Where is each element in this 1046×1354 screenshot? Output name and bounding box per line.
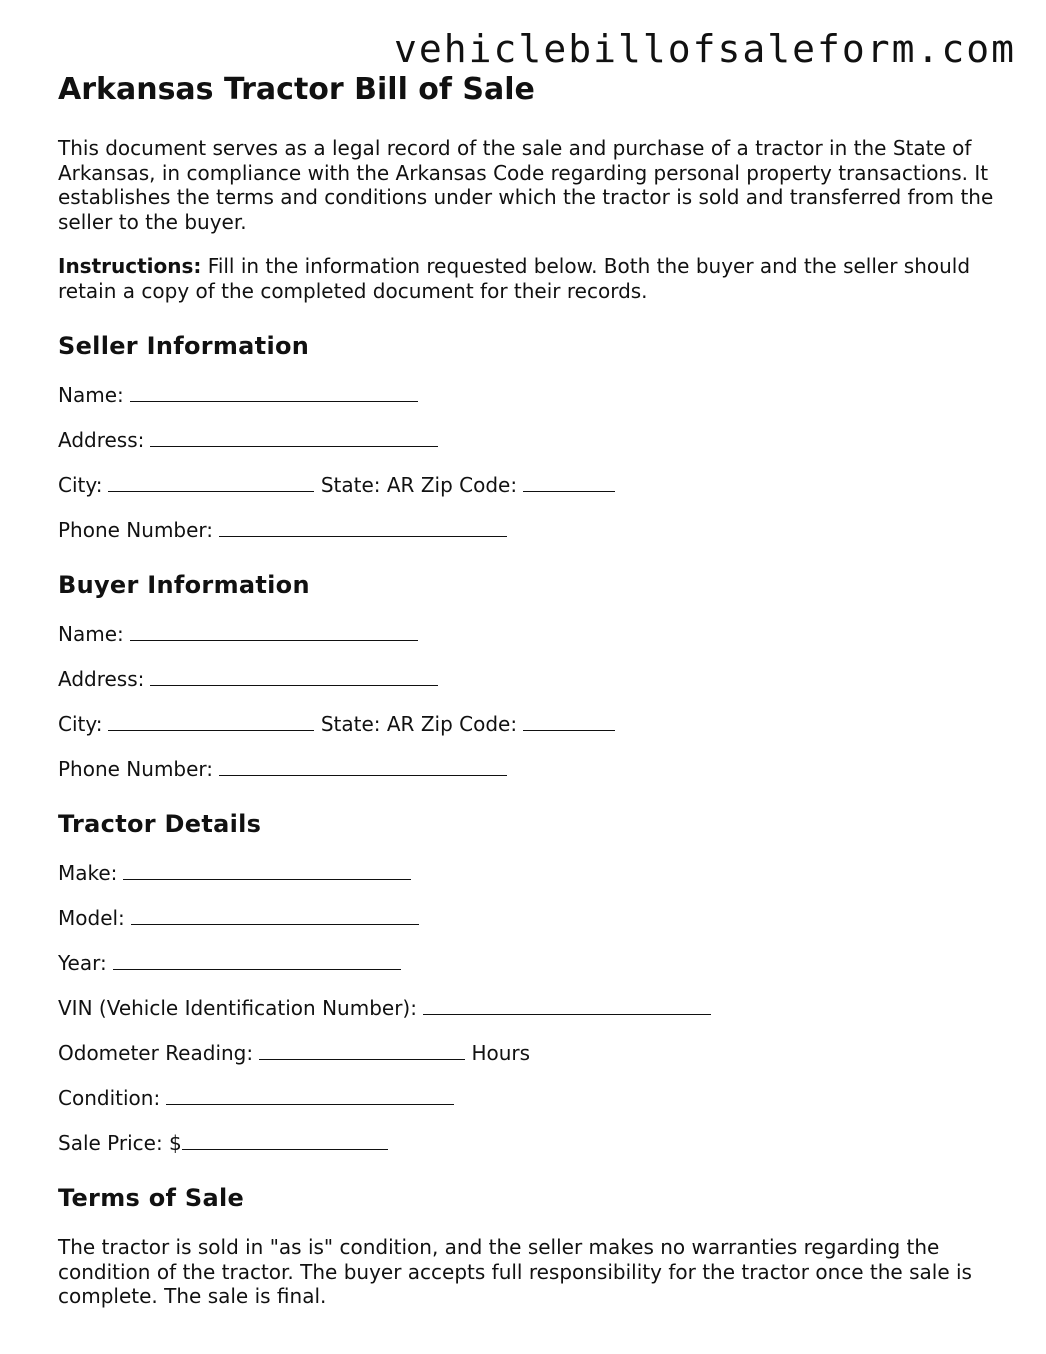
buyer-heading: Buyer Information: [58, 571, 310, 599]
buyer-zip-blank[interactable]: [523, 712, 615, 731]
watermark: vehiclebillofsaleform.com: [394, 27, 1016, 71]
seller-zip-label: Zip Code:: [420, 473, 518, 497]
terms-paragraph: The tractor is sold in "as is" condition, and the seller makes no warranties regarding the condition of the tractor. The buyer accepts full responsibility for the tractor once the sale is complete. The sale is final.: [58, 1235, 972, 1308]
tractor-price-blank[interactable]: [182, 1131, 388, 1150]
seller-phone-label: Phone Number:: [58, 518, 214, 542]
tractor-condition-field: [58, 1086, 998, 1110]
seller-address-field: [58, 428, 998, 452]
instructions-text: Fill in the information requested below. Both the buyer and the seller should retain a copy of the completed document for their records.: [58, 254, 971, 303]
tractor-model-label: Model:: [58, 906, 125, 930]
tractor-odometer-field: [58, 1041, 998, 1065]
buyer-address-blank[interactable]: [150, 667, 438, 686]
document-title: Arkansas Tractor Bill of Sale: [58, 72, 535, 107]
buyer-state-label: State: AR: [320, 712, 415, 736]
buyer-city-label: City:: [58, 712, 103, 736]
buyer-city-field: [58, 712, 998, 736]
seller-city-label: City:: [58, 473, 103, 497]
tractor-vin-field: [58, 996, 998, 1020]
intro-paragraph: This document serves as a legal record of the sale and purchase of a tractor in the State of Arkansas, in compliance with the Arkansas Code regarding personal property transactions. It establishes the terms and conditions under which the tractor is sold and transferred from the seller to the buyer.: [58, 136, 994, 234]
tractor-condition-label: Condition:: [58, 1086, 161, 1110]
seller-name-field: [58, 383, 998, 407]
buyer-phone-label: Phone Number:: [58, 757, 214, 781]
tractor-odometer-unit: Hours: [471, 1041, 531, 1065]
seller-name-label: Name:: [58, 383, 124, 407]
tractor-make-label: Make:: [58, 861, 118, 885]
tractor-odometer-label: Odometer Reading:: [58, 1041, 254, 1065]
tractor-odometer-blank[interactable]: [259, 1041, 465, 1060]
buyer-phone-blank[interactable]: [219, 757, 507, 776]
buyer-zip-label: Zip Code:: [420, 712, 518, 736]
tractor-year-blank[interactable]: [113, 951, 401, 970]
tractor-model-blank[interactable]: [131, 906, 419, 925]
tractor-heading: Tractor Details: [58, 810, 262, 838]
tractor-year-label: Year:: [58, 951, 107, 975]
seller-phone-field: [58, 518, 998, 542]
tractor-vin-label: VIN (Vehicle Identification Number):: [58, 996, 417, 1020]
buyer-phone-field: [58, 757, 998, 781]
tractor-make-field: [58, 861, 998, 885]
buyer-name-label: Name:: [58, 622, 124, 646]
tractor-make-blank[interactable]: [123, 861, 411, 880]
buyer-name-blank[interactable]: [130, 622, 418, 641]
instructions-paragraph: [58, 254, 998, 303]
seller-heading: Seller Information: [58, 332, 310, 360]
buyer-city-blank[interactable]: [108, 712, 314, 731]
instructions-label: Instructions:: [58, 254, 202, 278]
seller-zip-blank[interactable]: [523, 473, 615, 492]
seller-address-label: Address:: [58, 428, 145, 452]
tractor-price-label: Sale Price: $: [58, 1131, 182, 1155]
terms-heading: Terms of Sale: [58, 1184, 245, 1212]
tractor-price-field: [58, 1131, 998, 1155]
buyer-address-label: Address:: [58, 667, 145, 691]
seller-phone-blank[interactable]: [219, 518, 507, 537]
buyer-address-field: [58, 667, 998, 691]
seller-city-field: [58, 473, 998, 497]
tractor-model-field: [58, 906, 998, 930]
seller-name-blank[interactable]: [130, 383, 418, 402]
seller-city-blank[interactable]: [108, 473, 314, 492]
seller-state-label: State: AR: [320, 473, 415, 497]
tractor-condition-blank[interactable]: [166, 1086, 454, 1105]
tractor-vin-blank[interactable]: [423, 996, 711, 1015]
document-page: [58, 72, 998, 1329]
seller-address-blank[interactable]: [150, 428, 438, 447]
buyer-name-field: [58, 622, 998, 646]
tractor-year-field: [58, 951, 998, 975]
